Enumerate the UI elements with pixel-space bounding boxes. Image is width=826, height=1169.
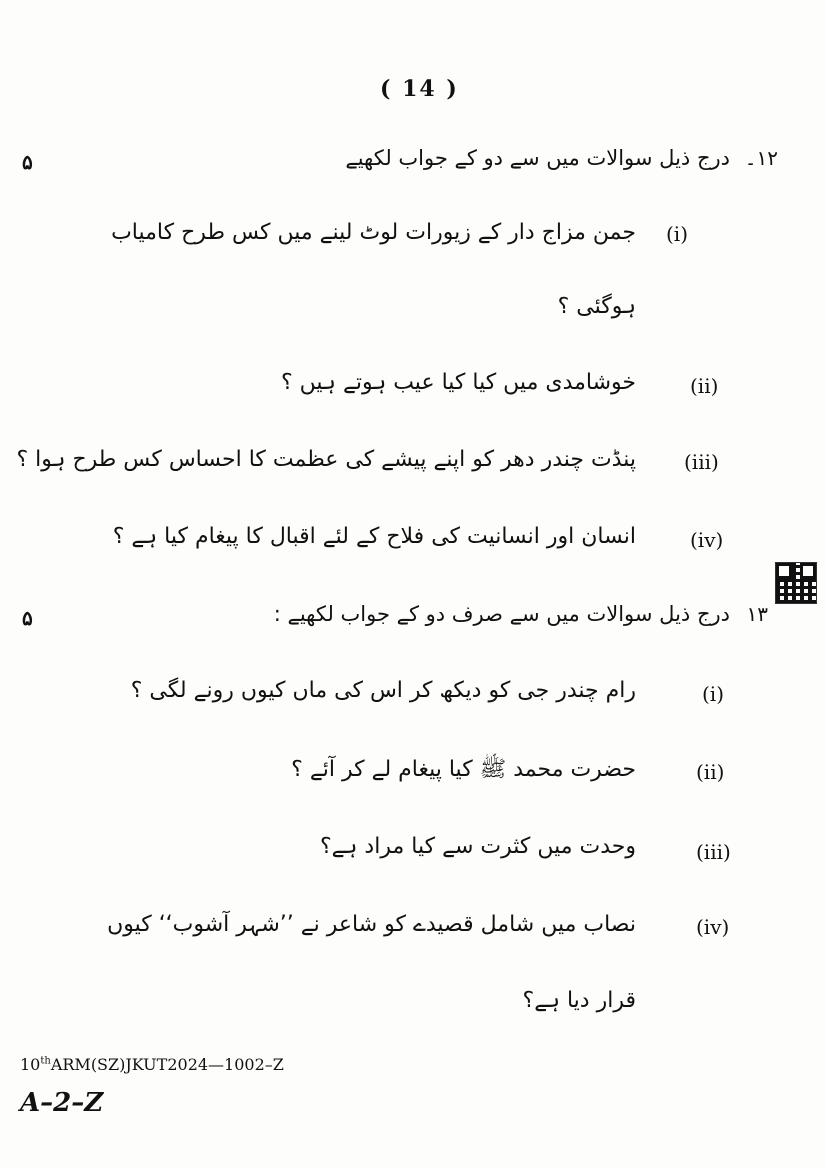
section-13-number: ۱۳ [746,602,768,626]
question-13-iv-text-line1: نصاب میں شامل قصیدے کو شاعر نے ’’شہر آشوب‘‘ کیوں [107,912,636,937]
paper-code-rest: ARM(SZ)JKUT2024—1002–Z [50,1055,284,1074]
question-12-i-text-line1: جمن مزاج دار کے زیورات لوٹ لینے میں کس طرح کامیاب [111,220,636,245]
qr-code-icon [776,563,816,603]
question-12-iii-text: پنڈت چندر دھر کو اپنے پیشے کی عظمت کا احساس کس طرح ہوا ؟ [16,447,636,472]
question-12-iv-text: انسان اور انسانیت کی فلاح کے لئے اقبال کا پیغام کیا ہے ؟ [112,524,636,549]
question-12-iv-label: (iv) [690,528,724,552]
paper-set: A–2–Z [20,1088,104,1118]
question-13-i-text: رام چندر جی کو دیکھ کر اس کی ماں کیوں رونے لگی ؟ [130,678,636,703]
page-number: ( 14 ) [380,76,459,102]
question-13-iv-label: (iv) [696,915,730,939]
section-13-marks: ۵ [22,606,33,630]
question-12-ii-label: (ii) [690,374,719,398]
question-13-iv-text-line2: قرار دیا ہے؟ [522,988,636,1013]
question-12-i-text-line2: ہوگئی ؟ [557,294,636,319]
question-13-iii-label: (iii) [696,840,731,864]
section-12-number: ۱۲۔ [744,146,778,170]
question-13-ii-text: حضرت محمد ﷺ کیا پیغام لے کر آئے ؟ [291,757,636,782]
section-13-heading: درج ذیل سوالات میں سے صرف دو کے جواب لکھیے : [273,602,730,626]
paper-code-prefix: 10 [20,1055,41,1074]
question-12-ii-text: خوشامدی میں کیا کیا عیب ہوتے ہیں ؟ [281,370,636,395]
question-13-i-label: (i) [702,682,725,706]
question-12-iii-label: (iii) [684,450,719,474]
section-12-marks: ۵ [22,150,33,174]
section-12-heading: درج ذیل سوالات میں سے دو کے جواب لکھیے [345,146,730,170]
paper-code [20,1055,284,1074]
question-13-ii-label: (ii) [696,760,725,784]
question-13-iii-text: وحدت میں کثرت سے کیا مراد ہے؟ [319,834,636,859]
paper-code-sup: th [40,1055,51,1067]
question-12-i-label: (i) [666,222,689,246]
